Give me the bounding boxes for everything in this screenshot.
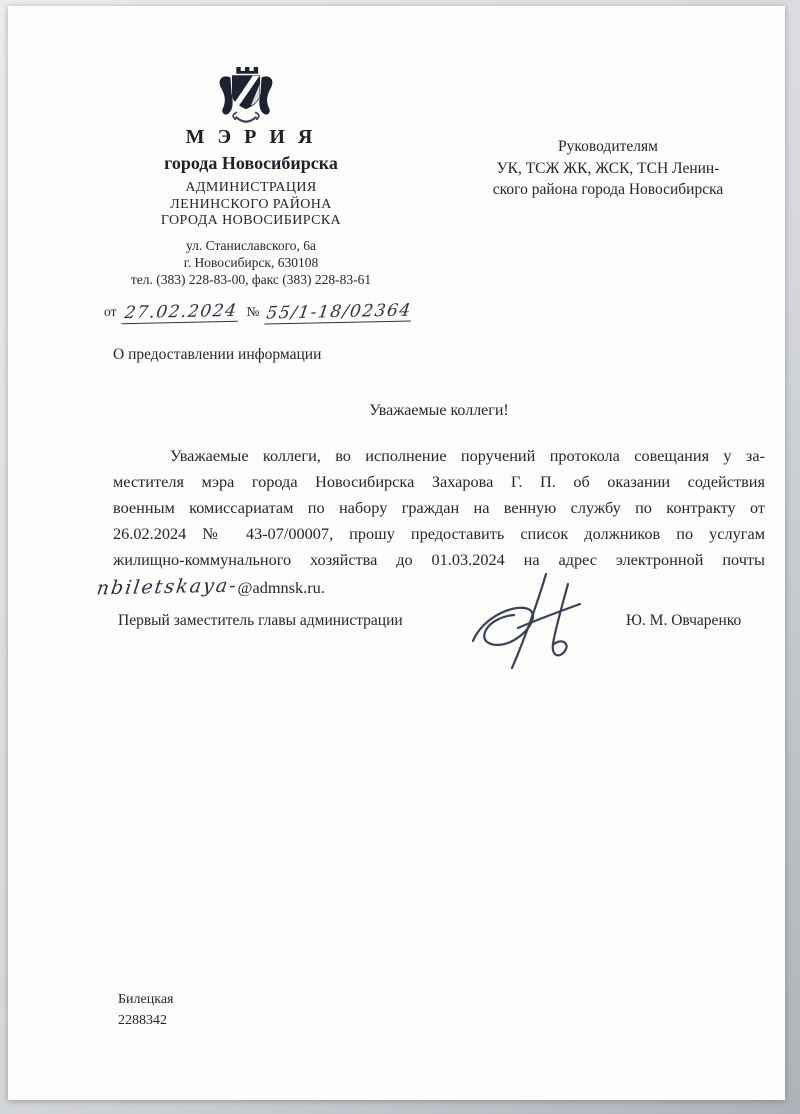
document-page [8, 6, 785, 1100]
salutation: Уважаемые коллеги! [369, 402, 509, 419]
address-street: ул. Станиславского, 6а [185, 237, 317, 253]
address-phone-fax: тел. (383) 228-83-00, факс (383) 228-83-61 [130, 271, 372, 287]
org-address-block [86, 237, 416, 288]
executor-block [118, 989, 173, 1031]
letterhead-org-block [86, 126, 416, 288]
email-printed: @admnsk.ru. [237, 578, 325, 597]
coat-of-arms-icon [215, 63, 277, 131]
org-admin-line2: ЛЕНИНСКОГО РАЙОНА [170, 196, 332, 212]
executor-phone: 2288342 [118, 1013, 167, 1028]
addressee-line2: УК, ТСЖ ЖК, ЖСК, ТСН Ленин- [496, 159, 720, 177]
body-line: военным комиссариатам по набору граждан на венную службу по контракту от [113, 498, 765, 517]
ref-number-label: № [246, 304, 260, 319]
subject-line: О предоставлении информации [113, 346, 322, 363]
body-line: местителя мэра города Новосибирска Захарова Г. П. об оказании содействия [113, 472, 765, 491]
org-subtitle: города Новосибирска [164, 153, 338, 173]
email-line [97, 573, 765, 602]
body-line: Уважаемые коллеги, во исполнение поручений протокола совещания у за- [170, 446, 765, 465]
reference-line [104, 293, 434, 323]
executor-name: Билецкая [118, 992, 174, 1007]
email-handwritten: nbiletskaya- [95, 574, 240, 600]
org-admin-line3: ГОРОДА НОВОСИБИРСКА [160, 213, 342, 228]
ref-date-handwritten: 27.02.2024 [123, 300, 240, 324]
signer-title: Первый заместитель главы администрации [118, 612, 403, 629]
org-admin-line1: АДМИНИСТРАЦИЯ [185, 180, 317, 195]
body-line: 26.02.2024 № 43-07/00007, прошу предоставить список должников по услугам [113, 524, 765, 543]
body-line: жилищно-коммунального хозяйства до 01.03.2024 на адрес электронной почты [113, 550, 765, 569]
body-paragraph [95, 443, 765, 602]
addressee-block [454, 136, 762, 201]
signer-name: Ю. М. Овчаренко [626, 612, 742, 629]
addressee-line3: ского района города Новосибирска [492, 181, 724, 198]
address-city: г. Новосибирск, 630108 [183, 254, 319, 270]
ref-number-handwritten: 55/1-18/02364 [265, 300, 414, 324]
org-admin-block [86, 180, 416, 230]
addressee-line1: Руководителям [558, 138, 658, 155]
ref-from-label: от [104, 304, 117, 319]
org-title: М Э Р И Я [185, 126, 317, 148]
handwritten-signature [458, 566, 608, 674]
